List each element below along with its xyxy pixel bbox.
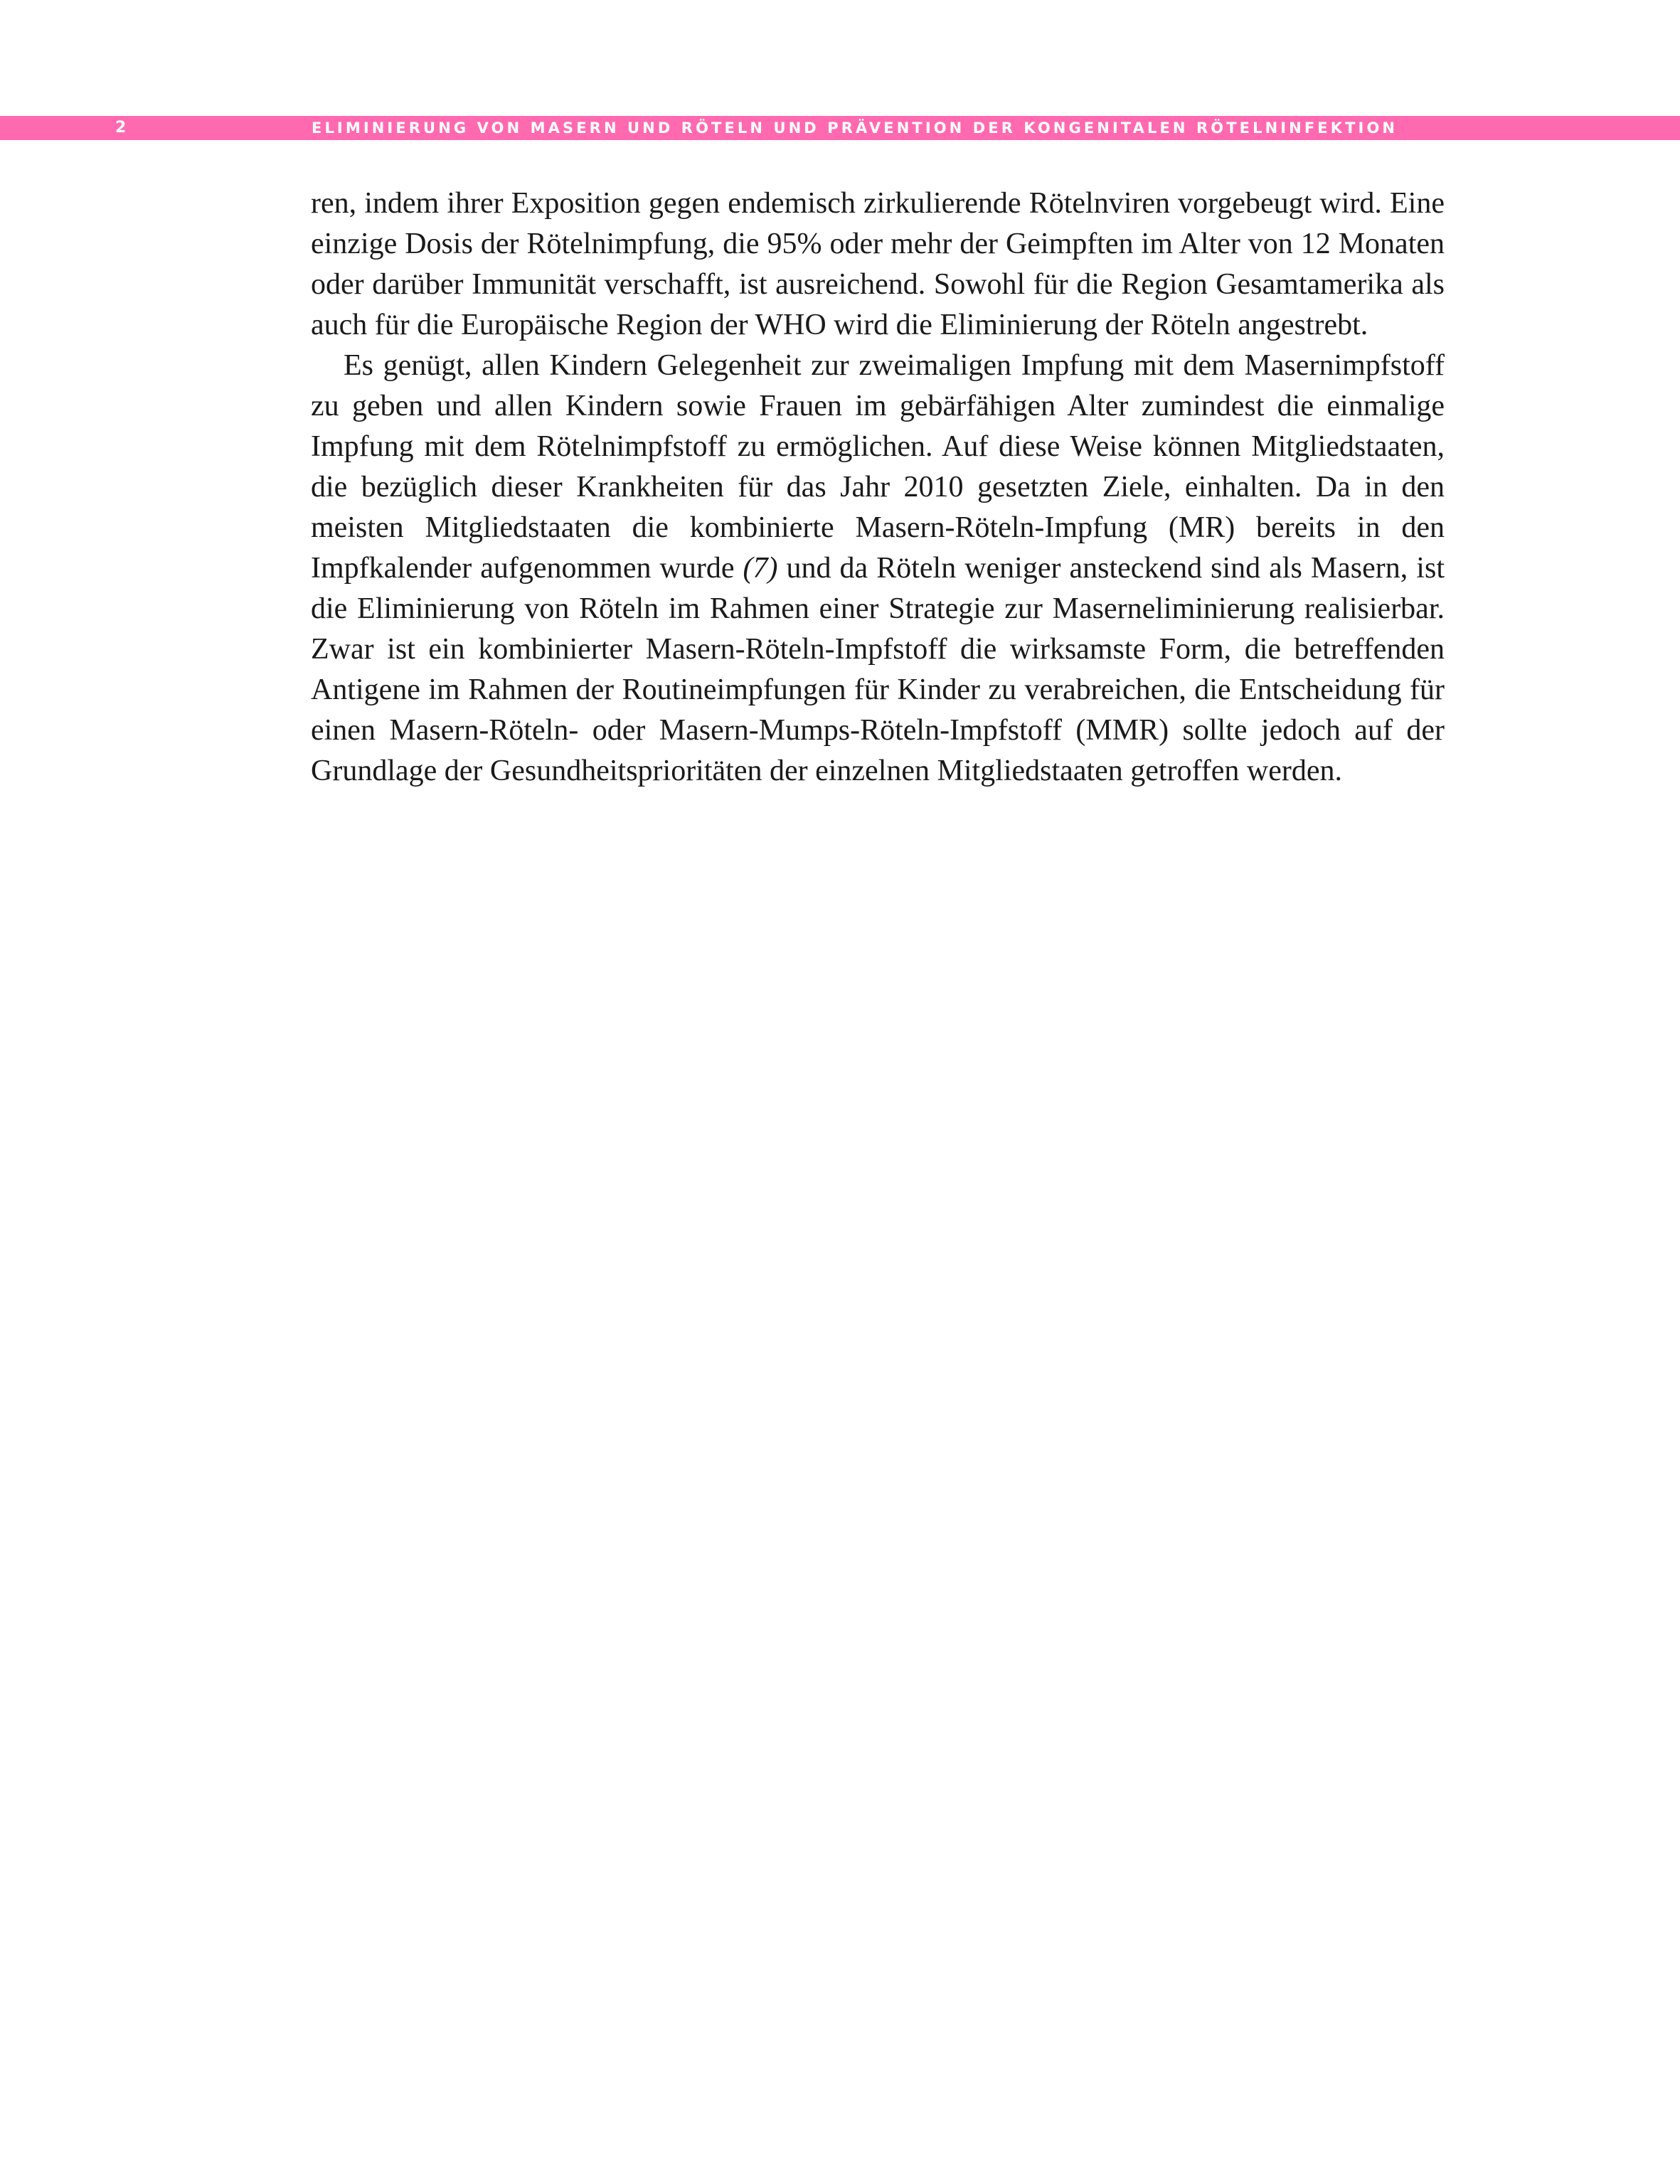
paragraph-1: ren, indem ihrer Exposition gegen endemisch zirkulierende Rötelnviren vorgebeugt wird. Eine einzige Dosis der Rötelnimpfung, die 95% oder mehr der Geimpften im Alter von 12 Monaten oder darüber Immunität verschafft, ist ausreichend. Sowohl für die Region Gesamtamerika als auch für die Europäische Region der WHO wird die Eliminierung der Röteln angestrebt. [311,187,1445,341]
paragraph-2 [311,346,1445,792]
running-header [0,116,1680,140]
body-text [311,183,1445,792]
citation-reference: (7) [743,552,778,585]
running-title: ELIMINIERUNG VON MASERN UND RÖTELN UND PRÄVENTION DER KONGENITALEN RÖTELNINFEKTION [312,119,1398,137]
page-number: 2 [115,119,127,137]
paragraph-2-text-b: und da Röteln weniger ansteckend sind als Masern, ist die Eliminierung von Röteln im Rahmen einer Strategie zur Maserneliminierung realisierbar. Zwar ist ein kombinierter Masern-Röteln-Impfstoff die wirksamste Form, die betreffenden Antigene im Rahmen der Routineimpfungen für Kinder zu verabreichen, die Entscheidung für einen Masern-Röteln- oder Masern-Mumps-Röteln-Impfstoff (MMR) sollte jedoch auf der Grundlage der Gesundheitsprioritäten der einzelnen Mitgliedstaaten getroffen werden. [311,552,1445,787]
paragraph-2-text-a: Es genügt, allen Kindern Gelegenheit zur zweimaligen Impfung mit dem Masernimpfstoff zu geben und allen Kindern sowie Frauen im gebärfähigen Alter zumindest die einmalige Impfung mit dem Rötelnimpfstoff zu ermöglichen. Auf diese Weise können Mitgliedstaaten, die bezüglich dieser Krankheiten für das Jahr 2010 gesetzten Ziele, einhalten. Da in den meisten Mitgliedstaaten die kombinierte Masern-Röteln-Impfung (MR) bereits in den Impfkalender aufgenommen wurde [311,349,1445,585]
